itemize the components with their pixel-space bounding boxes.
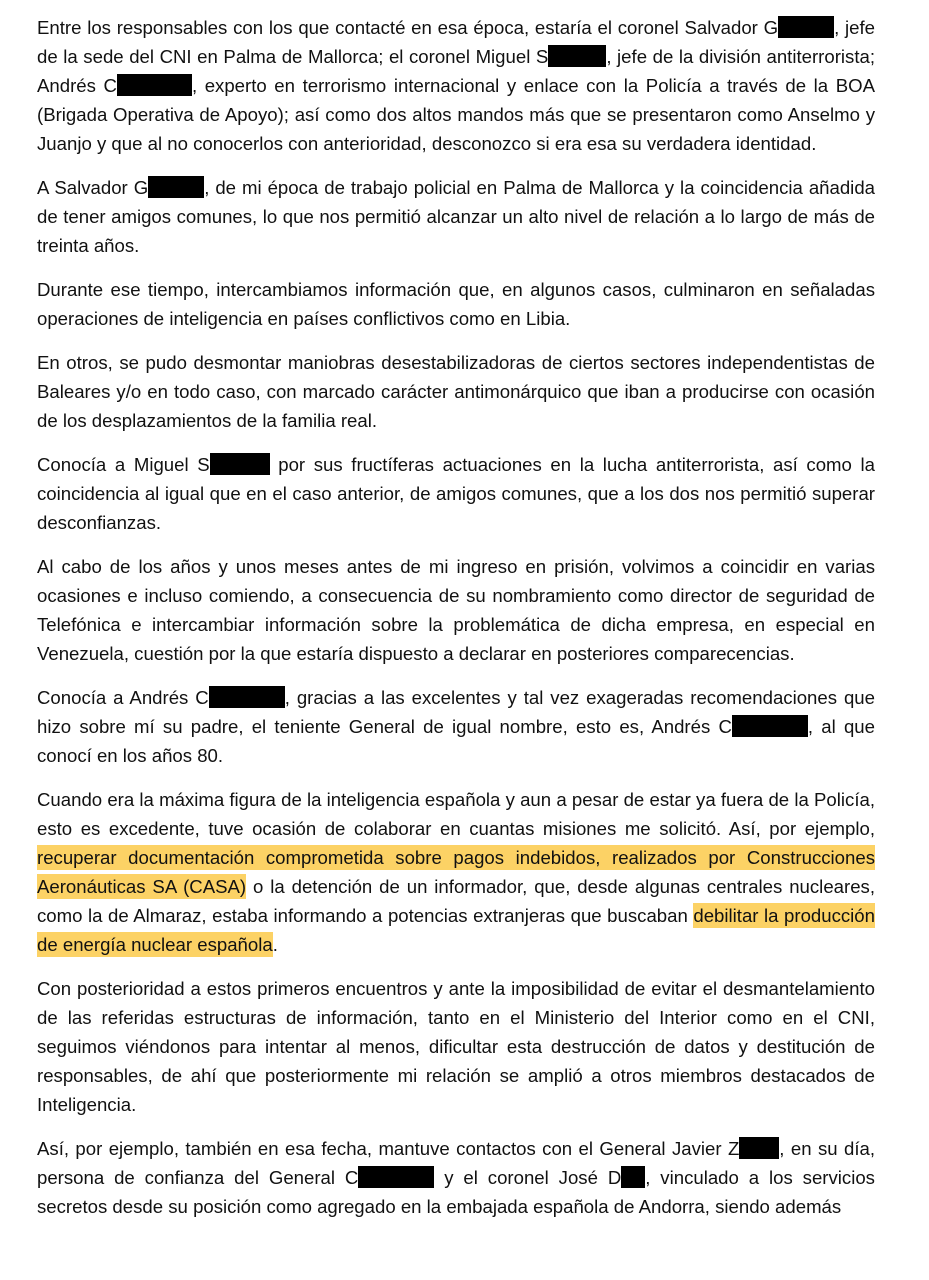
paragraph <box>37 13 875 158</box>
text-run: , al que conocí en los años 80. <box>37 716 875 766</box>
text-run: , vinculado a los servicios secretos desde su posición como agregado en la embajada española de Andorra, siendo además <box>37 1167 875 1217</box>
text-run: En otros, se pudo desmontar maniobras desestabilizadoras de ciertos sectores independentistas de Baleares y/o en todo caso, con marcado carácter antimonárquico que iban a producirse con ocasión de los desplazamientos de la familia real. <box>37 352 875 431</box>
text-run: Entre los responsables con los que contacté en esa época, estaría el coronel Salvador G <box>37 17 779 38</box>
text-run: . <box>272 934 278 955</box>
text-run: Al cabo de los años y unos meses antes de mi ingreso en prisión, volvimos a coincidir en varias ocasiones e incluso comiendo, a consecuencia de su nombramiento como director de seguridad de Telefónica e intercambiar información sobre la problemática de dicha empresa, en especial en Venezuela, cuestión por la que estaría dispuesto a declarar en posteriores comparecencias. <box>37 556 875 664</box>
paragraph <box>37 552 875 668</box>
text-run: A Salvador G <box>37 177 149 198</box>
text-run: Durante ese tiempo, intercambiamos información que, en algunos casos, culminaron en señaladas operaciones de inteligencia en países conflictivos como en Libia. <box>37 279 875 329</box>
text-run: o la detención de un informador, que, desde algunas centrales nucleares, como la de Almaraz, estaba informando a potencias extranjeras que buscaban <box>37 876 875 926</box>
text-run: Así, por ejemplo, también en esa fecha, mantuve contactos con el General Javier Z <box>37 1138 740 1159</box>
redaction-block <box>209 686 285 708</box>
text-run: Cuando era la máxima figura de la inteligencia española y aun a pesar de estar ya fuera de la Policía, esto es excedente, tuve ocasión de colaborar en cuantas misiones me solicitó. Así, por ejemplo, <box>37 789 875 839</box>
text-run: , en su día, persona de confianza del General C <box>37 1138 875 1188</box>
redaction-block <box>117 74 192 96</box>
paragraph <box>37 974 875 1119</box>
paragraph <box>37 1134 875 1221</box>
paragraph <box>37 683 875 770</box>
redaction-block <box>739 1137 779 1159</box>
paragraph <box>37 275 875 333</box>
text-run: Conocía a Miguel S <box>37 454 210 475</box>
text-run: por sus fructíferas actuaciones en la lucha antiterrorista, así como la coincidencia al igual que en el caso anterior, de amigos comunes, que a los dos nos permitió superar desconfianzas. <box>37 454 875 533</box>
paragraph <box>37 450 875 537</box>
text-run: , jefe de la sede del CNI en Palma de Mallorca; el coronel Miguel S <box>37 17 876 67</box>
text-run: , gracias a las excelentes y tal vez exageradas recomendaciones que hizo sobre mí su padre, el teniente General de igual nombre, esto es, Andrés C <box>37 687 875 737</box>
redaction-block <box>548 45 606 67</box>
text-run: Conocía a Andrés C <box>37 687 209 708</box>
paragraph <box>37 173 875 260</box>
redaction-block <box>358 1166 434 1188</box>
redaction-block <box>148 176 204 198</box>
text-run: , jefe de la división antiterrorista; Andrés C <box>37 46 875 96</box>
text-run: , experto en terrorismo internacional y enlace con la Policía a través de la BOA (Brigada Operativa de Apoyo); así como dos altos mandos más que se presentaron como Anselmo y Juanjo y que al no conocerlos con anterioridad, desconozco si era esa su verdadera identidad. <box>37 75 875 154</box>
redaction-block <box>210 453 270 475</box>
text-run: Con posterioridad a estos primeros encuentros y ante la imposibilidad de evitar el desmantelamiento de las referidas estructuras de información, tanto en el Ministerio del Interior como en el CNI, seguimos viéndonos para intentar al menos, dificultar esta destrucción de datos y destitución de responsables, de ahí que posteriormente mi relación se amplió a otros miembros destacados de Inteligencia. <box>37 978 875 1115</box>
highlighted-text: debilitar la producción de energía nuclear española <box>37 905 875 955</box>
paragraph <box>37 785 875 959</box>
redaction-block <box>621 1166 645 1188</box>
text-run: y el coronel José D <box>434 1167 622 1188</box>
paragraph <box>37 348 875 435</box>
redaction-block <box>778 16 834 38</box>
text-run: , de mi época de trabajo policial en Palma de Mallorca y la coincidencia añadida de tener amigos comunes, lo que nos permitió alcanzar un alto nivel de relación a lo largo de más de treinta años. <box>37 177 875 256</box>
highlighted-text: recuperar documentación comprometida sobre pagos indebidos, realizados por Construcciones Aeronáuticas SA (CASA) <box>37 847 875 897</box>
redaction-block <box>732 715 808 737</box>
